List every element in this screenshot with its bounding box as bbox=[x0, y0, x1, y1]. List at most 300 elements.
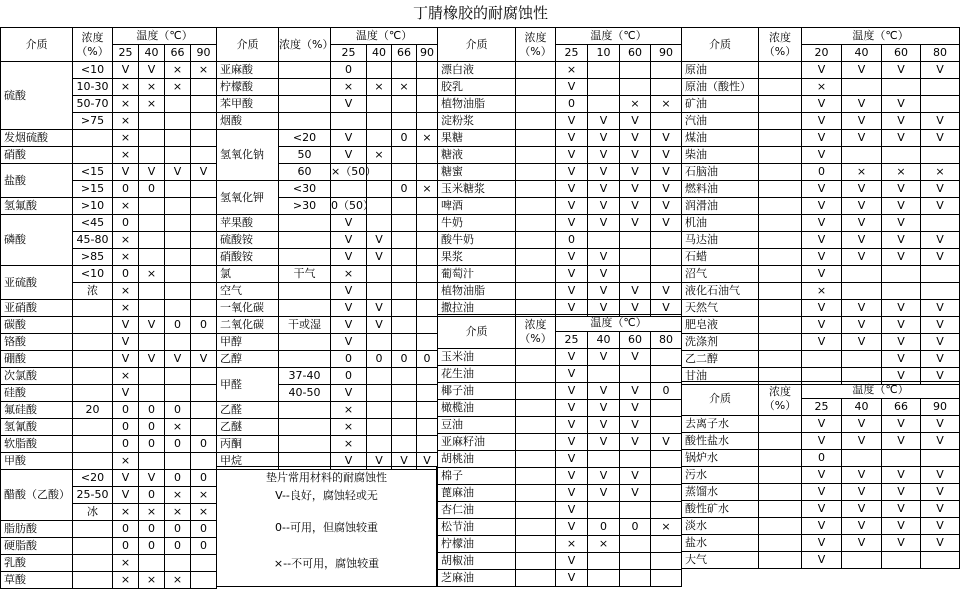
table-row bbox=[1, 198, 217, 215]
medium-cell: 原油（酸性） bbox=[682, 79, 759, 96]
rating-cell: × bbox=[165, 419, 191, 436]
table-row bbox=[438, 451, 682, 468]
medium-cell: 漂白液 bbox=[438, 62, 516, 79]
rating-cell bbox=[417, 419, 438, 436]
rating-cell bbox=[651, 79, 682, 96]
rating-cell: V bbox=[556, 502, 588, 519]
rating-cell: V bbox=[139, 62, 165, 79]
rating-cell: V bbox=[921, 518, 960, 535]
rating-cell: V bbox=[842, 215, 882, 232]
rating-cell bbox=[165, 147, 191, 164]
medium-cell: 去离子水 bbox=[682, 416, 759, 433]
medium-cell: 糖蜜 bbox=[438, 164, 516, 181]
rating-cell: × bbox=[113, 368, 139, 385]
rating-cell: V bbox=[882, 249, 921, 266]
concentration-cell bbox=[759, 232, 802, 249]
medium-cell: 椰子油 bbox=[438, 383, 516, 400]
rating-cell: × bbox=[367, 79, 392, 96]
rating-cell bbox=[139, 130, 165, 147]
rating-cell: V bbox=[921, 130, 960, 147]
table-row bbox=[438, 96, 682, 113]
rating-cell: V bbox=[802, 96, 842, 113]
rating-cell bbox=[588, 366, 620, 383]
medium-cell: 豆油 bbox=[438, 417, 516, 434]
rating-cell: V bbox=[802, 130, 842, 147]
medium-cell: 杏仁油 bbox=[438, 502, 516, 519]
header-temp-value: 90 bbox=[651, 45, 682, 62]
rating-cell bbox=[191, 113, 217, 130]
table-row bbox=[1, 334, 217, 351]
rating-cell: 0 bbox=[392, 351, 417, 368]
rating-cell bbox=[921, 147, 960, 164]
rating-cell bbox=[921, 450, 960, 467]
rating-cell bbox=[651, 400, 682, 417]
concentration-cell bbox=[516, 164, 556, 181]
concentration-cell: 40-50 bbox=[279, 385, 331, 402]
rating-cell: V bbox=[556, 349, 588, 366]
rating-cell: V bbox=[882, 130, 921, 147]
rating-cell: × bbox=[331, 266, 367, 283]
medium-cell: 洗涤剂 bbox=[682, 334, 759, 351]
rating-cell: V bbox=[651, 283, 682, 300]
medium-cell: 蓖麻油 bbox=[438, 485, 516, 502]
legend-good: V--良好，腐蚀轻或无 bbox=[275, 489, 378, 502]
medium-cell: 果浆 bbox=[438, 249, 516, 266]
rating-cell: 0 bbox=[588, 519, 620, 536]
concentration-cell: 25-50 bbox=[73, 487, 113, 504]
concentration-cell bbox=[759, 79, 802, 96]
rating-cell: × bbox=[392, 79, 417, 96]
header-concentration: 浓度（%） bbox=[73, 28, 113, 62]
concentration-cell: <10 bbox=[73, 62, 113, 79]
table-row bbox=[438, 434, 682, 451]
rating-cell: V bbox=[882, 198, 921, 215]
rating-cell: V bbox=[191, 164, 217, 181]
rating-cell: 0 bbox=[331, 351, 367, 368]
rating-cell: V bbox=[842, 232, 882, 249]
rating-cell: V bbox=[556, 434, 588, 451]
header-temp-value: 40 bbox=[842, 45, 882, 62]
rating-cell: × bbox=[191, 504, 217, 521]
medium-cell: 柠檬油 bbox=[438, 536, 516, 553]
table-row bbox=[438, 198, 682, 215]
rating-cell: V bbox=[802, 467, 842, 484]
rating-cell bbox=[139, 215, 165, 232]
table-acids bbox=[0, 27, 217, 589]
rating-cell bbox=[417, 266, 438, 283]
rating-cell bbox=[191, 300, 217, 317]
rating-cell: × bbox=[113, 79, 139, 96]
rating-cell: V bbox=[588, 181, 620, 198]
concentration-cell bbox=[759, 164, 802, 181]
rating-cell: V bbox=[620, 434, 651, 451]
concentration-cell: >30 bbox=[279, 198, 331, 215]
rating-cell: V bbox=[921, 416, 960, 433]
rating-cell: V bbox=[882, 484, 921, 501]
rating-cell: V bbox=[588, 400, 620, 417]
table-row bbox=[1, 436, 217, 453]
rating-cell: × bbox=[139, 96, 165, 113]
rating-cell: × bbox=[139, 504, 165, 521]
concentration-cell bbox=[516, 468, 556, 485]
rating-cell: V bbox=[802, 552, 842, 569]
rating-cell bbox=[882, 450, 921, 467]
medium-cell: 甘油 bbox=[682, 368, 759, 385]
rating-cell: V bbox=[882, 467, 921, 484]
concentration-cell bbox=[279, 96, 331, 113]
rating-cell: V bbox=[802, 249, 842, 266]
rating-cell: V bbox=[113, 487, 139, 504]
rating-cell: V bbox=[556, 383, 588, 400]
rating-cell: V bbox=[921, 249, 960, 266]
rating-cell: V bbox=[139, 470, 165, 487]
rating-cell bbox=[921, 96, 960, 113]
rating-cell bbox=[620, 570, 651, 587]
rating-cell bbox=[417, 96, 438, 113]
concentration-cell: 50-70 bbox=[73, 96, 113, 113]
rating-cell: V bbox=[802, 334, 842, 351]
rating-cell bbox=[367, 419, 392, 436]
table-row bbox=[1, 215, 217, 232]
concentration-cell bbox=[759, 283, 802, 300]
rating-cell: V bbox=[651, 147, 682, 164]
concentration-cell: >85 bbox=[73, 249, 113, 266]
rating-cell bbox=[191, 232, 217, 249]
table-row bbox=[1, 317, 217, 334]
medium-cell: 机油 bbox=[682, 215, 759, 232]
legend-box bbox=[216, 466, 437, 587]
medium-cell: 蒸馏水 bbox=[682, 484, 759, 501]
rating-cell: V bbox=[620, 349, 651, 366]
rating-cell: V bbox=[802, 535, 842, 552]
rating-cell: 0 bbox=[113, 402, 139, 419]
medium-cell: 石蜡 bbox=[682, 249, 759, 266]
table-row bbox=[1, 130, 217, 147]
rating-cell: 0 bbox=[139, 521, 165, 538]
rating-cell bbox=[191, 368, 217, 385]
rating-cell: V bbox=[588, 198, 620, 215]
concentration-cell bbox=[759, 198, 802, 215]
table-row bbox=[682, 334, 960, 351]
table-row bbox=[682, 62, 960, 79]
rating-cell: V bbox=[620, 198, 651, 215]
rating-cell: V bbox=[882, 535, 921, 552]
table-row bbox=[438, 485, 682, 502]
rating-cell: V bbox=[556, 485, 588, 502]
rating-cell: V bbox=[882, 518, 921, 535]
table-row bbox=[682, 79, 960, 96]
rating-cell: × bbox=[331, 436, 367, 453]
rating-cell: × bbox=[165, 572, 191, 589]
rating-cell: 0 bbox=[331, 368, 367, 385]
rating-cell bbox=[651, 485, 682, 502]
concentration-cell bbox=[516, 249, 556, 266]
rating-cell: V bbox=[651, 130, 682, 147]
rating-cell: V bbox=[556, 570, 588, 587]
rating-cell bbox=[651, 366, 682, 383]
table-row bbox=[438, 570, 682, 587]
rating-cell bbox=[139, 334, 165, 351]
rating-cell bbox=[392, 436, 417, 453]
medium-cell: 果糖 bbox=[438, 130, 516, 147]
rating-cell: V bbox=[842, 501, 882, 518]
rating-cell bbox=[921, 79, 960, 96]
rating-cell bbox=[651, 417, 682, 434]
header-temperature: 温度（℃） bbox=[556, 28, 682, 45]
rating-cell bbox=[842, 266, 882, 283]
concentration-cell bbox=[516, 266, 556, 283]
rating-cell: V bbox=[620, 283, 651, 300]
header-temp-value: 40 bbox=[588, 332, 620, 349]
medium-cell: 橄榄油 bbox=[438, 400, 516, 417]
rating-cell: V bbox=[556, 366, 588, 383]
medium-cell: 玉米油 bbox=[438, 349, 516, 366]
medium-cell: 玉米糖浆 bbox=[438, 181, 516, 198]
rating-cell: V bbox=[802, 484, 842, 501]
rating-cell: × bbox=[417, 181, 438, 198]
rating-cell bbox=[620, 62, 651, 79]
rating-cell: V bbox=[556, 198, 588, 215]
medium-cell: 醋酸（乙酸） bbox=[1, 470, 73, 521]
concentration-cell bbox=[73, 538, 113, 555]
rating-cell: V bbox=[802, 518, 842, 535]
rating-cell: V bbox=[842, 181, 882, 198]
table-row bbox=[1, 402, 217, 419]
medium-cell: 汽油 bbox=[682, 113, 759, 130]
rating-cell bbox=[417, 198, 438, 215]
concentration-cell: >75 bbox=[73, 113, 113, 130]
table-row bbox=[682, 232, 960, 249]
medium-cell: 植物油脂 bbox=[438, 96, 516, 113]
rating-cell bbox=[139, 385, 165, 402]
table-row bbox=[1, 470, 217, 487]
concentration-cell bbox=[759, 130, 802, 147]
rating-cell: 0 bbox=[139, 419, 165, 436]
rating-cell: V bbox=[802, 232, 842, 249]
rating-cell: 0 bbox=[113, 181, 139, 198]
medium-cell: 发烟硫酸 bbox=[1, 130, 73, 147]
rating-cell bbox=[882, 147, 921, 164]
rating-cell bbox=[417, 249, 438, 266]
table-row bbox=[1, 385, 217, 402]
table-row bbox=[1, 572, 217, 589]
rating-cell: V bbox=[882, 501, 921, 518]
rating-cell: V bbox=[802, 266, 842, 283]
medium-cell: 淀粉浆 bbox=[438, 113, 516, 130]
rating-cell: V bbox=[139, 351, 165, 368]
legend-bad: ×--不可用，腐蚀较重 bbox=[273, 557, 380, 570]
header-temp-value: 40 bbox=[367, 45, 392, 62]
concentration-cell bbox=[759, 181, 802, 198]
rating-cell: V bbox=[620, 164, 651, 181]
rating-cell: V bbox=[588, 147, 620, 164]
rating-cell: × bbox=[331, 419, 367, 436]
medium-cell: 烟酸 bbox=[217, 113, 279, 130]
rating-cell: × bbox=[588, 536, 620, 553]
rating-cell: V bbox=[556, 451, 588, 468]
rating-cell bbox=[417, 62, 438, 79]
rating-cell: 0 bbox=[620, 519, 651, 536]
rating-cell: V bbox=[331, 249, 367, 266]
medium-cell: 花生油 bbox=[438, 366, 516, 383]
rating-cell: V bbox=[620, 181, 651, 198]
table-row bbox=[438, 164, 682, 181]
header-medium: 介质 bbox=[438, 28, 516, 62]
table-row bbox=[438, 215, 682, 232]
table-row bbox=[682, 215, 960, 232]
table-row bbox=[682, 181, 960, 198]
rating-cell bbox=[392, 96, 417, 113]
medium-cell: 空气 bbox=[217, 283, 279, 300]
concentration-cell bbox=[279, 402, 331, 419]
concentration-cell bbox=[516, 417, 556, 434]
rating-cell: V bbox=[802, 181, 842, 198]
rating-cell bbox=[165, 130, 191, 147]
rating-cell bbox=[392, 419, 417, 436]
medium-cell: 硝酸 bbox=[1, 147, 73, 164]
rating-cell bbox=[882, 266, 921, 283]
rating-cell: V bbox=[556, 79, 588, 96]
medium-cell: 氢氧化钠 bbox=[217, 130, 279, 181]
table-water bbox=[681, 381, 960, 569]
rating-cell bbox=[417, 368, 438, 385]
rating-cell: V bbox=[802, 147, 842, 164]
rating-cell: × bbox=[331, 402, 367, 419]
medium-cell: 硝酸铵 bbox=[217, 249, 279, 266]
rating-cell: × bbox=[191, 487, 217, 504]
rating-cell: × bbox=[842, 164, 882, 181]
concentration-cell bbox=[73, 317, 113, 334]
rating-cell: V bbox=[165, 164, 191, 181]
rating-cell: V bbox=[113, 164, 139, 181]
rating-cell bbox=[620, 232, 651, 249]
medium-cell: 氢氟酸 bbox=[1, 198, 73, 215]
medium-cell: 二氧化碳 bbox=[217, 317, 279, 334]
rating-cell bbox=[842, 79, 882, 96]
medium-cell: 苹果酸 bbox=[217, 215, 279, 232]
table-row bbox=[438, 383, 682, 400]
rating-cell: V bbox=[556, 400, 588, 417]
rating-cell: V bbox=[882, 416, 921, 433]
table-row bbox=[682, 351, 960, 368]
medium-cell: 苯甲酸 bbox=[217, 96, 279, 113]
medium-cell: 甲醇 bbox=[217, 334, 279, 351]
rating-cell: 0 bbox=[191, 317, 217, 334]
medium-cell: 盐水 bbox=[682, 535, 759, 552]
table-row bbox=[1, 521, 217, 538]
header-temp-value: 25 bbox=[331, 45, 367, 62]
table-row bbox=[217, 215, 438, 232]
rating-cell bbox=[191, 266, 217, 283]
table-row bbox=[1, 453, 217, 470]
rating-cell: V bbox=[556, 266, 588, 283]
rating-cell: V bbox=[588, 300, 620, 317]
rating-cell bbox=[620, 536, 651, 553]
table-row bbox=[217, 181, 438, 198]
rating-cell: 0 bbox=[802, 450, 842, 467]
table-row bbox=[682, 266, 960, 283]
rating-cell bbox=[367, 368, 392, 385]
rating-cell: V bbox=[588, 434, 620, 451]
rating-cell: × bbox=[802, 283, 842, 300]
concentration-cell: 干或湿 bbox=[279, 317, 331, 334]
rating-cell: V bbox=[921, 317, 960, 334]
concentration-cell bbox=[759, 334, 802, 351]
rating-cell: V bbox=[802, 300, 842, 317]
medium-cell: 亚硝酸 bbox=[1, 300, 73, 317]
header-temperature: 温度（℃） bbox=[556, 315, 682, 332]
rating-cell bbox=[842, 450, 882, 467]
rating-cell bbox=[588, 451, 620, 468]
table-row bbox=[682, 198, 960, 215]
rating-cell: 0 bbox=[191, 470, 217, 487]
rating-cell: V bbox=[588, 468, 620, 485]
rating-cell: 0 bbox=[165, 317, 191, 334]
header-temp-value: 60 bbox=[620, 45, 651, 62]
rating-cell: V bbox=[331, 232, 367, 249]
rating-cell bbox=[842, 552, 882, 569]
medium-cell: 石脑油 bbox=[682, 164, 759, 181]
table-food bbox=[437, 27, 682, 317]
rating-cell: V bbox=[588, 113, 620, 130]
rating-cell: 0 bbox=[367, 351, 392, 368]
rating-cell bbox=[367, 113, 392, 130]
concentration-cell bbox=[516, 147, 556, 164]
rating-cell: V bbox=[620, 215, 651, 232]
medium-cell: 污水 bbox=[682, 467, 759, 484]
legend-heading: 垫片常用材料的耐腐蚀性 bbox=[266, 471, 387, 484]
rating-cell bbox=[417, 113, 438, 130]
rating-cell: 0 bbox=[556, 232, 588, 249]
rating-cell bbox=[139, 300, 165, 317]
rating-cell bbox=[191, 385, 217, 402]
medium-cell: 淡水 bbox=[682, 518, 759, 535]
rating-cell: V bbox=[392, 453, 417, 470]
concentration-cell bbox=[759, 351, 802, 368]
concentration-cell bbox=[759, 266, 802, 283]
concentration-cell bbox=[279, 283, 331, 300]
rating-cell bbox=[588, 96, 620, 113]
rating-cell: V bbox=[588, 249, 620, 266]
rating-cell: V bbox=[367, 453, 392, 470]
rating-cell bbox=[417, 385, 438, 402]
concentration-cell bbox=[73, 368, 113, 385]
rating-cell: 0 bbox=[165, 470, 191, 487]
rating-cell: V bbox=[556, 249, 588, 266]
rating-cell: V bbox=[802, 215, 842, 232]
table-row bbox=[438, 400, 682, 417]
rating-cell: V bbox=[882, 300, 921, 317]
rating-cell: V bbox=[331, 385, 367, 402]
medium-cell: 铬酸 bbox=[1, 334, 73, 351]
table-row bbox=[682, 249, 960, 266]
rating-cell bbox=[367, 181, 392, 198]
medium-cell: 酸性盐水 bbox=[682, 433, 759, 450]
rating-cell: V bbox=[367, 300, 392, 317]
rating-cell bbox=[620, 266, 651, 283]
rating-cell bbox=[191, 453, 217, 470]
rating-cell bbox=[620, 502, 651, 519]
medium-cell: 煤油 bbox=[682, 130, 759, 147]
rating-cell bbox=[165, 113, 191, 130]
rating-cell: V bbox=[113, 62, 139, 79]
rating-cell: V bbox=[556, 181, 588, 198]
rating-cell: V bbox=[921, 113, 960, 130]
rating-cell bbox=[588, 62, 620, 79]
table-row bbox=[217, 436, 438, 453]
rating-cell: V bbox=[556, 519, 588, 536]
table-row bbox=[682, 164, 960, 181]
